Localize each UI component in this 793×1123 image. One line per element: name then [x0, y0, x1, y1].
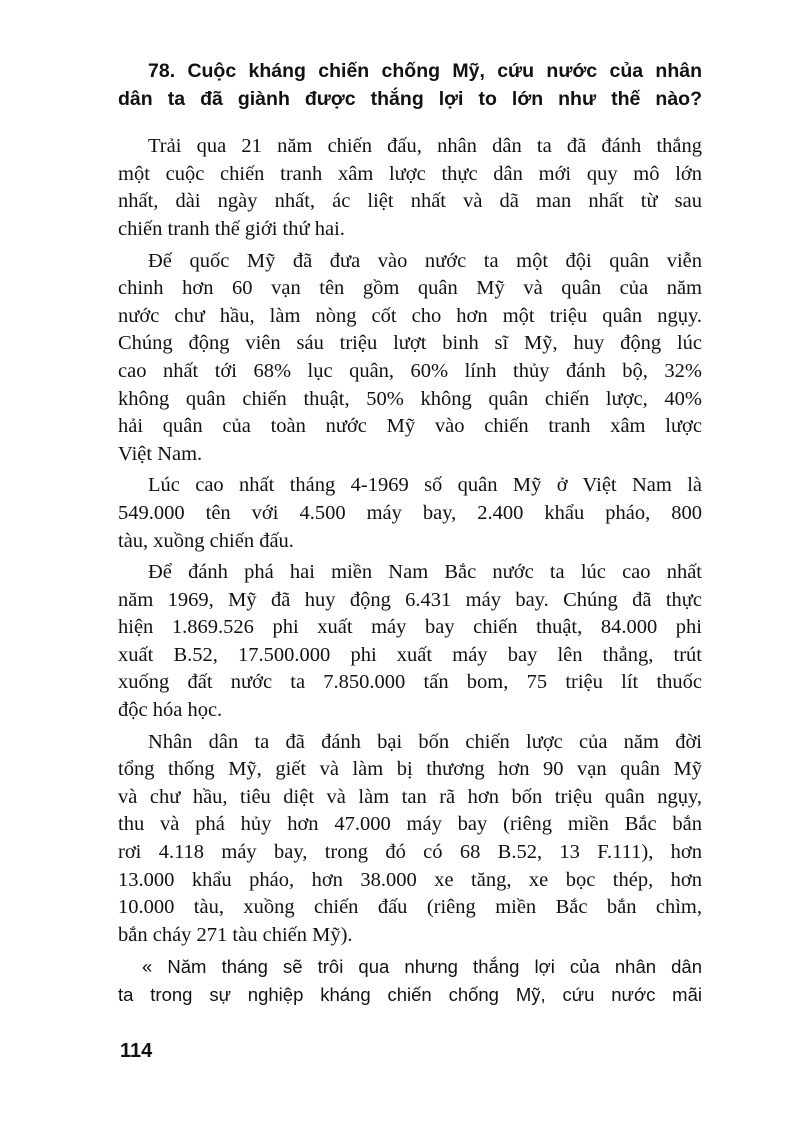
page-number: 114	[120, 1040, 153, 1062]
paragraph	[118, 133, 702, 243]
text-line: Việt Nam.	[118, 442, 203, 465]
text-line: thu và phá hủy hơn 47.000 máy bay (riêng miền Bắc bắn	[118, 813, 702, 836]
text-line: cao nhất tới 68% lục quân, 60% lính thủy đánh bộ, 32%	[118, 359, 702, 382]
paragraph	[118, 729, 702, 950]
book-page	[118, 58, 702, 1013]
answer-body	[118, 133, 702, 1008]
text-line: 13.000 khẩu pháo, hơn 38.000 xe tăng, xe bọc thép, hơn	[118, 868, 702, 891]
text-line: xuống đất nước ta 7.850.000 tấn bom, 75 triệu lít thuốc	[118, 671, 702, 694]
text-line: một cuộc chiến tranh xâm lược thực dân mới quy mô lớn	[118, 162, 702, 185]
text-line: Trải qua 21 năm chiến đấu, nhân dân ta đã đánh thắng	[148, 135, 702, 158]
text-line: Lúc cao nhất tháng 4-1969 số quân Mỹ ở Việt Nam là	[148, 474, 702, 497]
text-line: « Năm tháng sẽ trôi qua nhưng thắng lợi của nhân dân	[142, 956, 702, 978]
paragraph	[118, 472, 702, 555]
text-line: xuất B.52, 17.500.000 phi xuất máy bay lên thẳng, trút	[118, 643, 702, 666]
paragraph	[118, 248, 702, 469]
text-line: hiện 1.869.526 phi xuất máy bay chiến thuật, 84.000 phi	[118, 616, 702, 639]
paragraph	[118, 559, 702, 725]
text-line: độc hóa học.	[118, 699, 223, 722]
text-line: chinh hơn 60 vạn tên gồm quân Mỹ và quân của năm	[118, 277, 702, 300]
text-line: chiến tranh thế giới thứ hai.	[118, 217, 345, 240]
text-line: 10.000 tàu, xuồng chiến đấu (riêng miền Bắc bắn chìm,	[118, 896, 702, 919]
quote-paragraph	[118, 953, 702, 1008]
heading-line: 78. Cuộc kháng chiến chống Mỹ, cứu nước của nhân	[148, 60, 702, 82]
heading-line: dân ta đã giành được thắng lợi to lớn như thế nào?	[118, 87, 702, 110]
text-line: không quân chiến thuật, 50% không quân chiến lược, 40%	[118, 387, 702, 410]
question-heading	[118, 58, 702, 113]
text-line: bắn cháy 271 tàu chiến Mỹ).	[118, 923, 353, 946]
text-line: rơi 4.118 máy bay, trong đó có 68 B.52, 13 F.111), hơn	[118, 841, 702, 864]
text-line: ta trong sự nghiệp kháng chiến chống Mỹ, cứu nước mãi	[118, 984, 702, 1005]
text-line: và chư hầu, tiêu diệt và làm tan rã hơn bốn triệu quân ngụy,	[118, 785, 702, 808]
text-line: Để đánh phá hai miền Nam Bắc nước ta lúc cao nhất	[148, 561, 702, 584]
text-line: tàu, xuồng chiến đấu.	[118, 529, 294, 552]
text-line: năm 1969, Mỹ đã huy động 6.431 máy bay. Chúng đã thực	[118, 588, 702, 611]
text-line: 549.000 tên với 4.500 máy bay, 2.400 khẩu pháo, 800	[118, 501, 702, 524]
text-line: Nhân dân ta đã đánh bại bốn chiến lược của năm đời	[148, 730, 702, 753]
text-line: Chúng động viên sáu triệu lượt binh sĩ Mỹ, huy động lúc	[118, 332, 702, 355]
text-line: nước chư hầu, làm nòng cốt cho hơn một triệu quân ngụy.	[118, 304, 702, 327]
text-line: hải quân của toàn nước Mỹ vào chiến tranh xâm lược	[118, 415, 702, 438]
text-line: nhất, dài ngày nhất, ác liệt nhất và dã man nhất từ sau	[118, 190, 702, 213]
text-line: Đế quốc Mỹ đã đưa vào nước ta một đội quân viễn	[148, 249, 702, 272]
text-line: tổng thống Mỹ, giết và làm bị thương hơn 90 vạn quân Mỹ	[118, 758, 702, 781]
